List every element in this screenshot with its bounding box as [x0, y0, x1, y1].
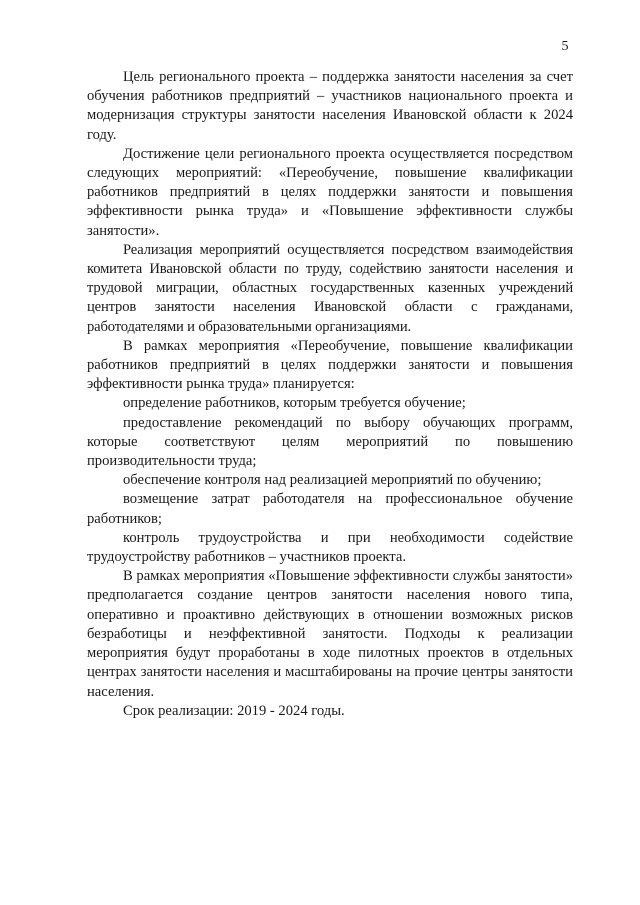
paragraph-service-efficiency: В рамках мероприятия «Повышение эффективности службы занятости» предполагается создание центров занятости населения нового типа, оперативно и проактивно действующих в отношении возможных рисков безработицы и неэффективной занятости. Подходы к реализации мероприятия будут проработаны в ходе пилотных проектов в отдельных центрах занятости населения и масштабированы на прочие центры занятости населения.: [87, 568, 573, 700]
paragraph-implementation-period: Срок реализации: 2019 - 2024 годы.: [123, 702, 345, 719]
document-body: [87, 68, 573, 721]
page-number: 5: [561, 39, 569, 54]
paragraph-implementation: Реализация мероприятий осуществляется посредством взаимодействия комитета Ивановской области по труду, содействию занятости населения и трудовой миграции, областных государственных казенных учреждений центров занятости населения Ивановской области с гражданами, работодателями и образовательными организациями.: [87, 241, 573, 335]
list-item-cost-reimbursement: возмещение затрат работодателя на профессиональное обучение работников;: [87, 491, 573, 527]
list-item-employment-control: контроль трудоустройства и при необходимости содействие трудоустройству работников – участников проекта.: [87, 529, 573, 566]
paragraph-goal-achievement: Достижение цели регионального проекта осуществляется посредством следующих мероприятий: «Переобучение, повышение квалификации работников предприятий в целях поддержки занятости и повышения эффективности рынка труда» и «Повышение эффективности службы занятости».: [87, 145, 573, 239]
list-item-control: обеспечение контроля над реализацией мероприятий по обучению;: [123, 472, 542, 489]
paragraph-project-goal: Цель регионального проекта – поддержка занятости населения за счет обучения работников предприятий – участников национального проекта и модернизация структуры занятости населения Ивановской области к 2024 году.: [87, 69, 573, 143]
paragraph-retraining-intro: В рамках мероприятия «Переобучение, повышение квалификации работников предприятий в целях поддержки занятости и повышения эффективности рынка труда» планируется:: [87, 337, 573, 393]
list-item-identify-workers: определение работников, которым требуется обучение;: [123, 395, 466, 412]
list-item-recommendations: предоставление рекомендаций по выбору обучающих программ, которые соответствуют целям мероприятий по повышению производительности труда;: [87, 414, 573, 470]
